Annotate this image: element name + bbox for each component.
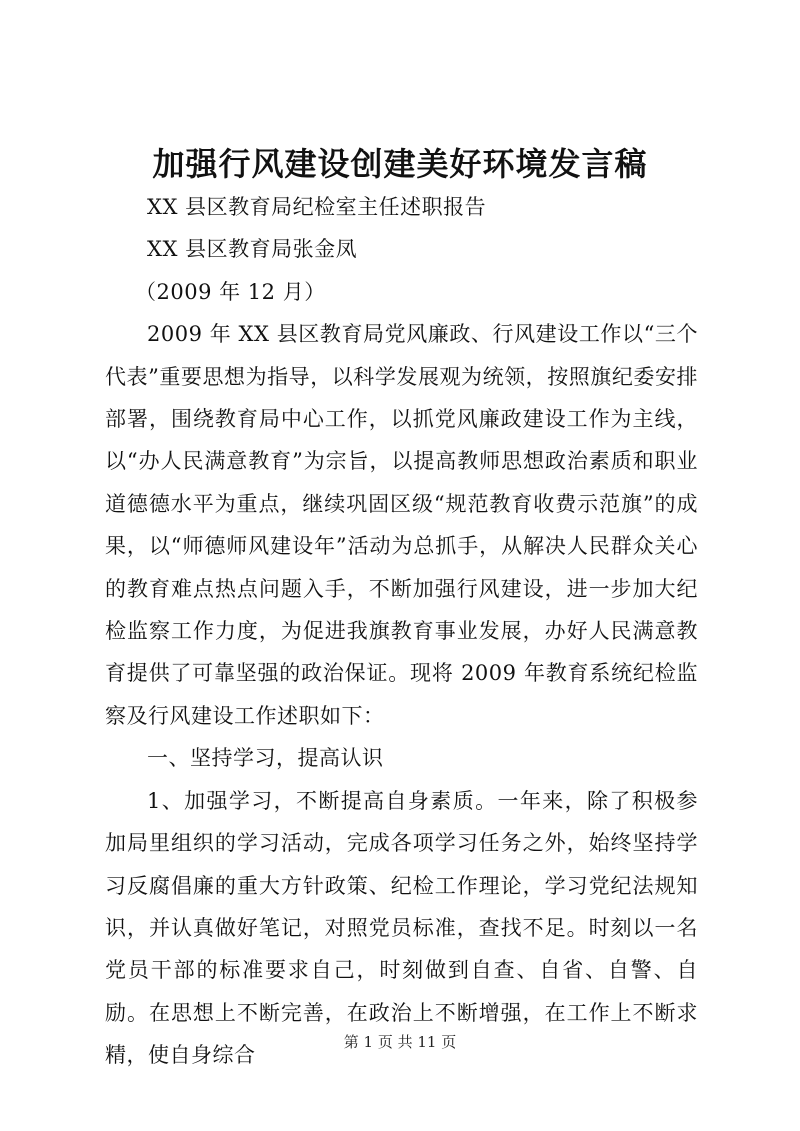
date-line: （2009 年 12 月） [135,279,326,304]
author-line: XX 县区教育局张金凤 [147,237,358,262]
page-number-footer: 第 1 页 共 11 页 [343,1033,457,1051]
section-heading: 一、坚持学习，提高认识 [147,746,384,771]
document-body [105,186,698,1077]
document-title: 加强行风建设创建美好环境发言稿 [152,145,648,183]
body-paragraph: 2009 年 XX 县区教育局党风廉政、行风建设工作以“三个代表”重要思想为指导，以科学发展观为统领，按照旗纪委安排部署，围绕教育局中心工作，以抓党风廉政建设工作为主线，以“办人民满意教育”为宗旨，以提高教师思想政治素质和职业道德德水平为重点，继续巩固区级“规范教育收费示范旗”的成果，以“师德师风建设年”活动为总抓手，从解决人民群众关心的教育难点热点问题入手，不断加强行风建设，进一步加大纪检监察工作力度，为促进我旗教育事业发展，办好人民满意教育提供了可靠坚强的政治保证。现将 2009 年教育系统纪检监察及行风建设工作述职如下： [105,322,698,728]
body-paragraph: 1、加强学习，不断提高自身素质。一年来，除了积极参加局里组织的学习活动，完成各项学习任务之外，始终坚持学习反腐倡廉的重大方针政策、纪检工作理论，学习党纪法规知识，并认真做好笔记，对照党员标准，查找不足。时刻以一名党员干部的标准要求自己，时刻做到自查、自省、自警、自励。在思想上不断完善，在政治上不断增强，在工作上不断求精，使自身综合 [105,788,698,1068]
report-title-line: XX 县区教育局纪检室主任述职报告 [147,195,487,219]
